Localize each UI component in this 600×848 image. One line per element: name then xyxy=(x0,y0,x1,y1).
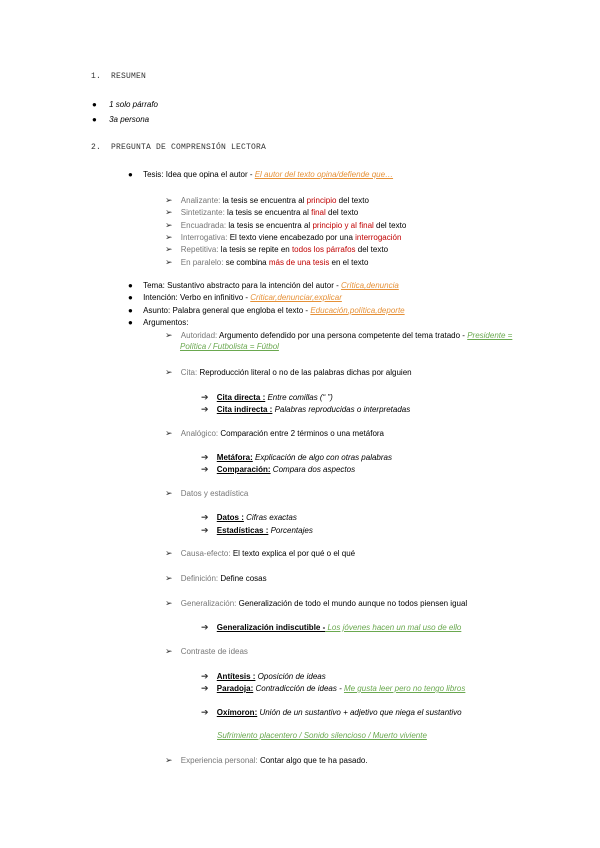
sub-label: Metáfora: xyxy=(216,453,253,462)
bullet-icon: ● xyxy=(128,281,133,290)
sub-desc: Cifras exactas xyxy=(243,513,297,522)
argumentos-label: Argumentos: xyxy=(143,318,189,327)
type-text: del texto xyxy=(355,245,389,254)
type-highlight: final xyxy=(311,208,326,217)
arrow-right-icon: ➔ xyxy=(201,683,209,693)
asunto-desc: Palabra general que engloba el texto - xyxy=(170,306,311,315)
section-title: PREGUNTA DE COMPRENSIÓN LECTORA xyxy=(111,143,267,152)
list-item xyxy=(92,100,158,110)
arrow-right-icon: ➔ xyxy=(201,452,209,462)
arrow-icon: ➢ xyxy=(165,488,173,498)
oximoron-example xyxy=(217,731,427,741)
summary-item-text: 3a persona xyxy=(109,115,150,124)
causa-item xyxy=(165,548,355,559)
sub-label: Estadísticas : xyxy=(216,526,269,535)
tema-example: Crítica,denuncia xyxy=(340,281,399,290)
arrow-icon: ➢ xyxy=(165,195,173,205)
type-label: Encuadrada: xyxy=(180,221,227,230)
generalizacion-desc: Generalización de todo el mundo aunque no todos piensen igual xyxy=(236,599,468,608)
list-item xyxy=(165,195,369,206)
experiencia-item xyxy=(165,755,368,766)
sub-desc: Explicación de algo con otras palabras xyxy=(252,453,392,462)
sub-example: Me gusta leer pero no tengo libros xyxy=(343,684,466,693)
list-item xyxy=(165,207,358,218)
tesis-item xyxy=(128,170,393,180)
type-text: del texto xyxy=(325,208,359,217)
definicion-desc: Define cosas xyxy=(218,574,267,583)
type-text: la tesis se repite en xyxy=(218,245,292,254)
definicion-item xyxy=(165,573,267,584)
arrow-icon: ➢ xyxy=(165,646,173,656)
type-label: Analizante: xyxy=(180,196,221,205)
arrow-icon: ➢ xyxy=(165,244,173,254)
sub-desc: Entre comillas (“ ”) xyxy=(265,393,333,402)
type-text: se combina xyxy=(223,258,269,267)
asunto-item xyxy=(128,306,405,316)
arrow-icon: ➢ xyxy=(165,207,173,217)
arrow-right-icon: ➔ xyxy=(201,622,209,632)
sub-desc: Contradicción de ideas - xyxy=(253,684,344,693)
arrow-icon: ➢ xyxy=(165,257,173,267)
arrow-icon: ➢ xyxy=(165,428,173,438)
type-highlight: interrogación xyxy=(355,233,402,242)
list-item xyxy=(165,220,406,231)
analogico-label: Analógico: xyxy=(180,429,219,438)
arrow-icon: ➢ xyxy=(165,220,173,230)
type-label: Sintetizante: xyxy=(180,208,225,217)
type-highlight: principio y al final xyxy=(312,221,374,230)
sub-label: Generalización indiscutible - xyxy=(216,623,326,632)
list-item xyxy=(201,452,392,463)
arrow-icon: ➢ xyxy=(165,330,173,340)
arrow-right-icon: ➔ xyxy=(201,404,209,414)
type-text: la tesis se encuentra al xyxy=(224,208,312,217)
type-label: Repetitiva: xyxy=(180,245,219,254)
contraste-label: Contraste de ideas xyxy=(180,647,248,656)
tema-label: Tema: xyxy=(143,281,165,290)
type-label: Interrogativa: xyxy=(180,233,228,242)
cita-desc: Reproducción literal o no de las palabras dichas por alguien xyxy=(197,368,412,377)
tema-desc: Sustantivo abstracto para la intención del autor - xyxy=(164,281,341,290)
sub-label: Oxímoron: xyxy=(216,708,258,717)
list-item xyxy=(165,257,368,268)
list-item xyxy=(201,525,313,536)
list-item xyxy=(201,464,355,475)
arrow-icon: ➢ xyxy=(165,573,173,583)
experiencia-label: Experiencia personal: xyxy=(180,756,258,765)
sub-desc: Porcentajes xyxy=(268,526,313,535)
datos-item xyxy=(165,488,248,499)
bullet-icon: ● xyxy=(128,306,133,315)
autoridad-label: Autoridad: xyxy=(180,331,218,340)
sub-example: Los jóvenes hacen un mal uso de ello xyxy=(325,623,462,632)
analogico-desc: Comparación entre 2 términos o una metáfora xyxy=(218,429,385,438)
sub-label: Datos : xyxy=(216,513,244,522)
section-heading xyxy=(91,143,266,152)
intencion-desc: Verbo en infinitivo - xyxy=(177,293,251,302)
type-text: la tesis se encuentra al xyxy=(226,221,313,230)
generalizacion-label: Generalización: xyxy=(180,599,237,608)
sub-label: Cita directa : xyxy=(216,393,266,402)
sub-label: Antítesis : xyxy=(216,672,256,681)
bullet-icon: ● xyxy=(128,318,133,327)
asunto-label: Asunto: xyxy=(143,306,171,315)
sub-desc: Compara dos aspectos xyxy=(270,465,356,474)
arrow-right-icon: ➔ xyxy=(201,671,209,681)
list-item xyxy=(201,707,462,718)
type-label: En paralelo: xyxy=(180,258,224,267)
autoridad-example: Presidente = xyxy=(467,331,513,340)
list-item xyxy=(201,512,297,523)
intencion-example: Criticar,denunciar,explicar xyxy=(250,293,342,302)
arrow-icon: ➢ xyxy=(165,367,173,377)
autoridad-example-2: Política / Futbolista = Fútbol xyxy=(180,342,279,351)
causa-label: Causa-efecto: xyxy=(180,549,231,558)
section-title: RESUMEN xyxy=(111,72,147,81)
causa-desc: El texto explica el por qué o el qué xyxy=(230,549,356,558)
autoridad-item xyxy=(165,330,512,341)
section-heading xyxy=(91,72,146,81)
asunto-example: Educación,política,deporte xyxy=(310,306,405,315)
experiencia-desc: Contar algo que te ha pasado. xyxy=(257,756,368,765)
type-text: del texto xyxy=(373,221,407,230)
analogico-item xyxy=(165,428,384,439)
sub-label: Paradoja: xyxy=(216,684,254,693)
bullet-icon: ● xyxy=(92,115,97,124)
list-item xyxy=(92,115,149,125)
sub-desc: Unión de un sustantivo + adjetivo que niega el sustantivo xyxy=(257,708,462,717)
intencion-label: Intención: xyxy=(143,293,178,302)
sub-label: Comparación: xyxy=(216,465,271,474)
tesis-example: El autor del texto opina/defiende que… xyxy=(254,170,394,179)
summary-item-text: 1 solo párrafo xyxy=(109,100,158,109)
generalizacion-item xyxy=(165,598,467,609)
sub-label: Cita indirecta : xyxy=(216,405,273,414)
list-item xyxy=(165,232,401,243)
tema-item xyxy=(128,281,399,291)
intencion-item xyxy=(128,293,342,303)
arrow-icon: ➢ xyxy=(165,598,173,608)
type-text: del texto xyxy=(336,196,369,205)
arrow-right-icon: ➔ xyxy=(201,512,209,522)
type-highlight: principio xyxy=(306,196,337,205)
arrow-right-icon: ➔ xyxy=(201,392,209,402)
bullet-icon: ● xyxy=(128,170,133,179)
list-item xyxy=(201,404,410,415)
definicion-label: Definición: xyxy=(180,574,219,583)
type-text: la tesis se encuentra al xyxy=(220,196,307,205)
tesis-label: Tesis: xyxy=(143,170,164,179)
arrow-right-icon: ➔ xyxy=(201,707,209,717)
type-highlight: todos los párrafos xyxy=(291,245,356,254)
type-text: El texto viene encabezado por una xyxy=(227,233,356,242)
contraste-item xyxy=(165,646,248,657)
list-item xyxy=(201,392,333,403)
tesis-desc: Idea que opina el autor - xyxy=(165,170,255,179)
type-highlight: más de una tesis xyxy=(268,258,330,267)
arrow-icon: ➢ xyxy=(165,755,173,765)
bullet-icon: ● xyxy=(128,293,133,302)
cita-item xyxy=(165,367,412,378)
arrow-right-icon: ➔ xyxy=(201,464,209,474)
section-number: 1. xyxy=(91,72,102,81)
list-item xyxy=(201,683,465,694)
autoridad-desc: Argumento defendido por una persona competente del tema tratado - xyxy=(217,331,468,340)
sub-desc: Palabras reproducidas o interpretadas xyxy=(272,405,411,414)
cita-label: Cita: xyxy=(180,368,198,377)
sub-example: Sufrimiento placentero / Sonido silencioso / Muerto viviente xyxy=(217,731,427,740)
sub-desc: Oposición de ideas xyxy=(255,672,326,681)
list-item xyxy=(201,671,326,682)
autoridad-example-cont xyxy=(180,342,279,352)
arrow-icon: ➢ xyxy=(165,548,173,558)
datos-label: Datos y estadística xyxy=(180,489,249,498)
list-item xyxy=(201,622,461,633)
section-number: 2. xyxy=(91,143,102,152)
list-item xyxy=(165,244,388,255)
arrow-icon: ➢ xyxy=(165,232,173,242)
arrow-right-icon: ➔ xyxy=(201,525,209,535)
type-text: en el texto xyxy=(329,258,369,267)
bullet-icon: ● xyxy=(92,100,97,109)
argumentos-item xyxy=(128,318,188,328)
